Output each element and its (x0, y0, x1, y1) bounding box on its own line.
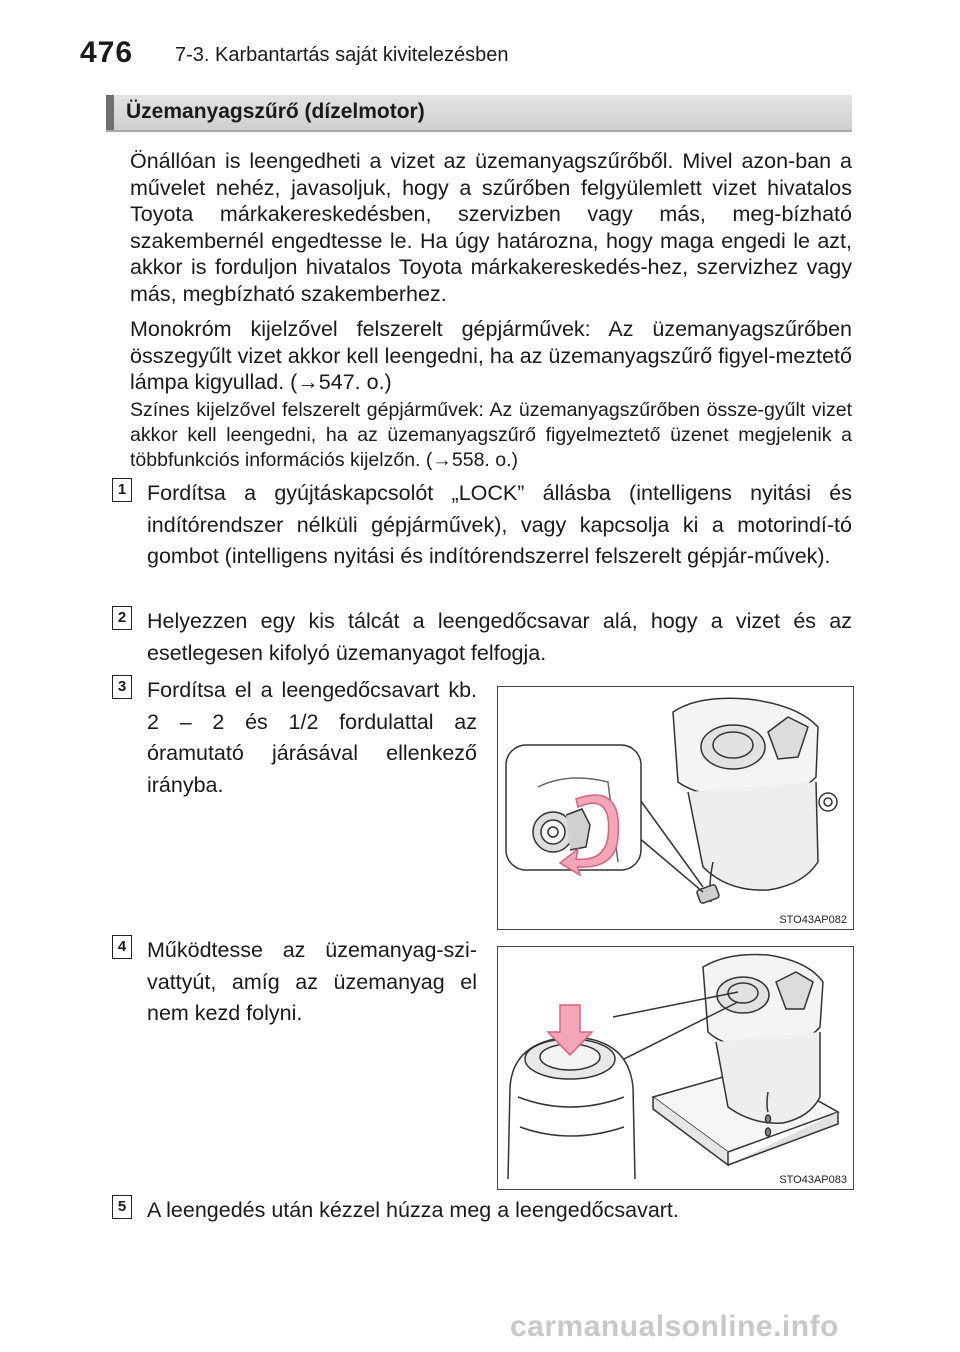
drain-plug-illustration (498, 687, 853, 929)
figure-fuel-pump (497, 946, 854, 1190)
section-header (106, 95, 852, 132)
page-number: 476 (80, 36, 134, 69)
chapter-title: 7-3. Karbantartás saját kivitelezésben (175, 44, 509, 66)
step-number-3: 3 (112, 675, 132, 699)
step-text-5: A leengedés után kézzel húzza meg a leengedőcsavart. (147, 1198, 679, 1222)
step-number-2: 2 (112, 606, 132, 630)
step-text-1: Fordítsa a gyújtáskapcsolót „LOCK” állásba (intelligens nyitási és indítórendszer nélküli gépjárművek), vagy kapcsolja ki a motorindí-tó gombot (intelligens nyitási és indítórendszerrel felszerelt gépjár-művek). (147, 481, 852, 568)
intro-paragraph-3: Színes kijelzővel felszerelt gépjárművek: Az üzemanyagszűrőben össze-gyűlt vizet akkor kell leengedni, ha az üzemanyagszűrő figyelmeztető üzenet megjelenik a többfunkciós információs kijelzőn. (→558. o.) (130, 399, 852, 471)
figure-code-1: STO43AP082 (779, 914, 847, 926)
figure-code-2: STO43AP083 (779, 1174, 847, 1186)
step-text-3: Fordítsa el a leengedőcsavart kb. 2 – 2 és 1/2 fordulattal az óramutató járásával ellenkező irányba. (147, 678, 477, 797)
step-number-1: 1 (112, 478, 132, 502)
step-number-4: 4 (112, 935, 132, 959)
step-text-4: Működtesse az üzemanyag-szi-vattyút, amíg az üzemanyag el nem kezd folyni. (147, 938, 477, 1025)
section-header-bar (106, 95, 114, 130)
watermark: carmanualsonline.info (510, 1310, 839, 1343)
section-title: Üzemanyagszűrő (dízelmotor) (126, 100, 425, 123)
figure-drain-plug (497, 686, 854, 930)
intro-paragraph-2: Monokróm kijelzővel felszerelt gépjárművek: Az üzemanyagszűrőben összegyűlt vizet akkor kell leengedni, ha az üzemanyagszűrő figyel-meztető lámpa kigyullad. (→547. o.) (130, 317, 852, 394)
fuel-pump-illustration (498, 947, 853, 1189)
step-number-5: 5 (112, 1195, 132, 1219)
intro-paragraph-1: Önállóan is leengedheti a vizet az üzemanyagszűrőből. Mivel azon-ban a művelet nehéz, javasoljuk, hogy a szűrőben felgyülemlett vizet hivatalos Toyota márkakereskedésben, szervizben vagy más, meg-bízható szakembernél engedtesse le. Ha úgy határozna, hogy maga engedi le azt, akkor is forduljon hivatalos Toyota márkakereskedés-hez, szervizhez vagy más, megbízható szakemberhez. (130, 149, 852, 306)
step-text-2: Helyezzen egy kis tálcát a leengedőcsavar alá, hogy a vizet és az esetlegesen kifolyó üzemanyagot felfogja. (147, 609, 852, 665)
